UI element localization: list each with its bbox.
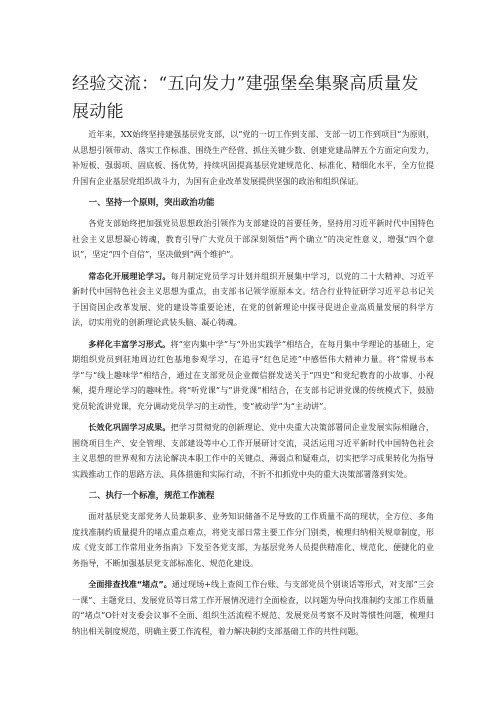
body-paragraph	[72, 577, 434, 639]
body-paragraph	[72, 420, 434, 482]
paragraph-text: 将“室内集中学”与“外出实践学”相结合，在每月集中学理论的基础上，定期组织党员到驻地周边红色基地参观学习，在追寻“红色足迹”中感悟伟大精神力量。将“常规书本学”与“线上趣味学”相结合，通过在支部党员企业微信群发送关于“四史”和党纪教育的小故事、小视频，提升理论学习的趣味性。将“听党课”与“讲党课”相结合，在支部书记讲党课的传统模式下，鼓励党员轮流讲党课，充分调动党员学习的主动性，变“被动学”为“主动讲”。	[72, 338, 434, 411]
intro-paragraph: 近年来，XX始终坚持建强基层党支部，以“党的一切工作到支部、支部一切工作到项目”为原则，从思想引领带动、落实工作标准、围绕生产经营、抓住关键少数、创建党建品牌五个方面定向发力，补短板、强弱项、固底板、扬优势，持续巩固提高基层党建规范化、标准化、精细化水平，全方位提升国有企业基层党组织战斗力，为国有企业改革发展提供坚强的政治和组织保证。	[72, 129, 434, 186]
body-paragraph	[72, 269, 434, 331]
paragraph-lead: 多样化丰富学习形式。	[88, 338, 171, 349]
paragraph-text: 通过现场+线上查阅工作台账、与支部党员个别谈话等形式，对支部“三会一课”、主题党日、发展党员等日常工作开展情况进行全面检查，以问题为导向找准制约支部工作质量的“堵点”O针对支委会议事不全面、组织生活流程不规范、发展党员考察不及时等惯性问题，梳理归纳出相关制度规范，明确主要工作流程，着力解决制约支部基础工作的共性问题。	[72, 579, 434, 636]
section-heading: 二、执行一个标准，规范工作流程	[88, 490, 215, 500]
paragraph-lead: 常态化开展理论学习。	[88, 270, 171, 281]
document-body	[72, 127, 434, 645]
paragraph-lead: 全面排查找准“堵点”。	[88, 579, 172, 589]
paragraph-text: 各党支部始终把加强党员思想政治引领作为支部建设的首要任务，坚持用习近平新时代中国特色社会主义思想凝心铸魂，教育引导广大党员干部深刻领悟“两个确立”的决定性意义，增强“四个意识”，坚定“四个自信”，坚决做到“两个维护”。	[72, 218, 434, 259]
body-paragraph	[72, 337, 434, 415]
paragraph-text: 面对基层党支部党务人员兼职多、业务知识储备不足导致的工作质量不高的现状，全方位、多角度找准制约质量提升的堵点重点难点，将党支部日常主要工作分门别类，梳理归纳相关规章制度，形成《党支部工作常用业务指南》下发至各党支部，为基层党务人员提供精准化、规范化、便捷化的业务指导，不断加强基层党支部标准化、规范化建设。	[72, 511, 434, 568]
section-heading: 一、坚持一个原则，突出政治功能	[88, 197, 215, 207]
paragraph-text: 把学习贯彻党的创新理论、党中央重大决策部署同企业发展实际相融合，围绕项目生产、安全管理、支部建设等中心工作开展研讨交流，灵活运用习近平新时代中国特色社会主义思想的世界观和方法论解决本职工作中的关键点、薄弱点和疑难点，切实把学习成果转化为指导实践推动工作的思路方法、具体措施和实际行动，不折不扣抓党中央的重大决策部署落到实处。	[72, 422, 434, 479]
paragraph-text: 每月制定党员学习计划并组织开展集中学习，以党的二十大精神、习近平新时代中国特色社会主义思想为重点，由支部书记领学原原本文。结合行业特征研学习近平总书记关于国资国企改革发展、党的建设等重要论述，在党的创新理论中探寻促进企业高质量发展的科学方法，切实用党的创新理论武装头脑、凝心铸魂。	[72, 270, 434, 327]
paragraph-lead: 长效化巩固学习成果。	[88, 422, 171, 432]
body-paragraph	[72, 509, 434, 571]
document-title: 经验交流：“五向发力”建强堡垒集聚高质量发展动能	[72, 74, 419, 122]
body-paragraph	[72, 216, 434, 263]
